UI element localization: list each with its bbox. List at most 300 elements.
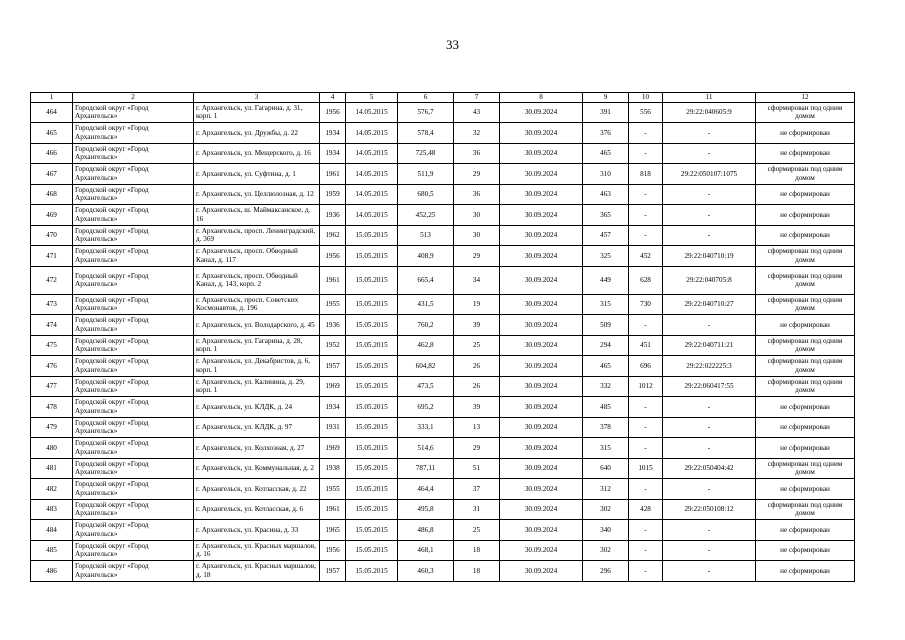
column-8-cell: 30.09.2024 [500, 164, 583, 185]
date-cell: 15.05.2015 [346, 315, 398, 336]
column-8-cell: 30.09.2024 [500, 246, 583, 267]
owner-cell: Городской округ «Город Архангельск» [73, 356, 194, 377]
row-number-cell: 473 [31, 294, 73, 315]
area-cell: 787,11 [398, 458, 454, 479]
year-built-cell: 1938 [320, 458, 346, 479]
column-8-cell: 30.09.2024 [500, 540, 583, 561]
column-8-cell: 30.09.2024 [500, 561, 583, 582]
area-cell: 511,9 [398, 164, 454, 185]
owner-cell: Городской округ «Город Архангельск» [73, 225, 194, 246]
housing-registry-table [30, 92, 855, 582]
column-number-row [31, 93, 855, 103]
column-7-cell: 26 [454, 356, 500, 377]
date-cell: 15.05.2015 [346, 335, 398, 356]
address-cell: г. Архангельск, ул. КЛДК, д. 97 [194, 417, 320, 438]
land-status-cell: сформирован под одним домом [756, 335, 855, 356]
owner-cell: Городской округ «Город Архангельск» [73, 458, 194, 479]
year-built-cell: 1959 [320, 184, 346, 205]
area-cell: 460,3 [398, 561, 454, 582]
area-cell: 452,25 [398, 205, 454, 226]
address-cell: г. Архангельск, просп. Ленинградский, д. 369 [194, 225, 320, 246]
table-row [31, 184, 855, 205]
land-status-cell: сформирован под одним домом [756, 102, 855, 123]
date-cell: 14.05.2015 [346, 205, 398, 226]
area-cell: 495,8 [398, 499, 454, 520]
row-number-cell: 484 [31, 520, 73, 541]
owner-cell: Городской округ «Город Архангельск» [73, 143, 194, 164]
owner-cell: Городской округ «Город Архангельск» [73, 376, 194, 397]
owner-cell: Городской округ «Город Архангельск» [73, 397, 194, 418]
address-cell: г. Архангельск, просп. Советских Космонавтов, д. 196 [194, 294, 320, 315]
column-9-cell: 465 [583, 143, 629, 164]
area-cell: 760,2 [398, 315, 454, 336]
column-number: 2 [73, 93, 194, 103]
column-9-cell: 463 [583, 184, 629, 205]
land-status-cell: не сформирован [756, 561, 855, 582]
area-cell: 468,1 [398, 540, 454, 561]
cadastral-number-cell: 29:22:040711:21 [663, 335, 756, 356]
row-number-cell: 470 [31, 225, 73, 246]
column-8-cell: 30.09.2024 [500, 356, 583, 377]
area-cell: 725,48 [398, 143, 454, 164]
column-7-cell: 18 [454, 540, 500, 561]
year-built-cell: 1955 [320, 294, 346, 315]
cadastral-number-cell: 29:22:060417:55 [663, 376, 756, 397]
owner-cell: Городской округ «Город Архангельск» [73, 294, 194, 315]
column-7-cell: 39 [454, 397, 500, 418]
column-7-cell: 29 [454, 246, 500, 267]
table-row [31, 356, 855, 377]
address-cell: г. Архангельск, ул. Суфтина, д. 1 [194, 164, 320, 185]
column-8-cell: 30.09.2024 [500, 479, 583, 500]
column-7-cell: 29 [454, 164, 500, 185]
column-9-cell: 457 [583, 225, 629, 246]
table-row [31, 561, 855, 582]
date-cell: 15.05.2015 [346, 376, 398, 397]
address-cell: г. Архангельск, ул. Володарского, д. 45 [194, 315, 320, 336]
date-cell: 15.05.2015 [346, 225, 398, 246]
year-built-cell: 1952 [320, 335, 346, 356]
year-built-cell: 1961 [320, 499, 346, 520]
row-number-cell: 468 [31, 184, 73, 205]
year-built-cell: 1936 [320, 205, 346, 226]
land-status-cell: не сформирован [756, 397, 855, 418]
area-cell: 578,4 [398, 123, 454, 144]
column-number: 6 [398, 93, 454, 103]
owner-cell: Городской округ «Город Архангельск» [73, 438, 194, 459]
table-row [31, 143, 855, 164]
cadastral-number-cell: - [663, 184, 756, 205]
column-8-cell: 30.09.2024 [500, 315, 583, 336]
year-built-cell: 1956 [320, 540, 346, 561]
column-8-cell: 30.09.2024 [500, 397, 583, 418]
cadastral-number-cell: - [663, 205, 756, 226]
column-10-cell: - [629, 417, 663, 438]
area-cell: 408,9 [398, 246, 454, 267]
address-cell: г. Архангельск, ул. Красина, д. 33 [194, 520, 320, 541]
cadastral-number-cell: 29:22:040605:9 [663, 102, 756, 123]
row-number-cell: 479 [31, 417, 73, 438]
column-10-cell: - [629, 205, 663, 226]
land-status-cell: не сформирован [756, 479, 855, 500]
date-cell: 15.05.2015 [346, 499, 398, 520]
cadastral-number-cell: 29:22:050107:1075 [663, 164, 756, 185]
owner-cell: Городской округ «Город Архангельск» [73, 540, 194, 561]
area-cell: 514,6 [398, 438, 454, 459]
cadastral-number-cell: - [663, 540, 756, 561]
area-cell: 576,7 [398, 102, 454, 123]
date-cell: 15.05.2015 [346, 458, 398, 479]
column-8-cell: 30.09.2024 [500, 102, 583, 123]
area-cell: 473,5 [398, 376, 454, 397]
column-10-cell: 818 [629, 164, 663, 185]
cadastral-number-cell: 29:22:040710:27 [663, 294, 756, 315]
owner-cell: Городской округ «Город Архангельск» [73, 417, 194, 438]
date-cell: 14.05.2015 [346, 143, 398, 164]
column-9-cell: 376 [583, 123, 629, 144]
area-cell: 333,1 [398, 417, 454, 438]
cadastral-number-cell: 29:22:040705:8 [663, 266, 756, 294]
column-8-cell: 30.09.2024 [500, 335, 583, 356]
area-cell: 680,5 [398, 184, 454, 205]
year-built-cell: 1936 [320, 315, 346, 336]
table-row [31, 540, 855, 561]
column-10-cell: - [629, 479, 663, 500]
date-cell: 14.05.2015 [346, 123, 398, 144]
table-row [31, 417, 855, 438]
row-number-cell: 486 [31, 561, 73, 582]
column-10-cell: - [629, 561, 663, 582]
column-10-cell: - [629, 540, 663, 561]
column-9-cell: 315 [583, 294, 629, 315]
date-cell: 15.05.2015 [346, 417, 398, 438]
column-8-cell: 30.09.2024 [500, 205, 583, 226]
area-cell: 665,4 [398, 266, 454, 294]
cadastral-number-cell: - [663, 397, 756, 418]
column-8-cell: 30.09.2024 [500, 520, 583, 541]
owner-cell: Городской округ «Город Архангельск» [73, 499, 194, 520]
year-built-cell: 1955 [320, 479, 346, 500]
table-row [31, 164, 855, 185]
column-8-cell: 30.09.2024 [500, 184, 583, 205]
row-number-cell: 483 [31, 499, 73, 520]
address-cell: г. Архангельск, ул. Коммунальная, д. 2 [194, 458, 320, 479]
land-status-cell: не сформирован [756, 315, 855, 336]
address-cell: г. Архангельск, ш. Маймаксанское, д. 16 [194, 205, 320, 226]
column-7-cell: 31 [454, 499, 500, 520]
column-10-cell: 1012 [629, 376, 663, 397]
cadastral-number-cell: 29:22:040710:19 [663, 246, 756, 267]
column-8-cell: 30.09.2024 [500, 376, 583, 397]
column-10-cell: 428 [629, 499, 663, 520]
year-built-cell: 1956 [320, 246, 346, 267]
column-number: 11 [663, 93, 756, 103]
table-row [31, 266, 855, 294]
date-cell: 15.05.2015 [346, 438, 398, 459]
address-cell: г. Архангельск, ул. Гагарина, д. 28, корп. 1 [194, 335, 320, 356]
owner-cell: Городской округ «Город Архангельск» [73, 246, 194, 267]
column-9-cell: 465 [583, 356, 629, 377]
land-status-cell: не сформирован [756, 417, 855, 438]
year-built-cell: 1957 [320, 356, 346, 377]
date-cell: 14.05.2015 [346, 184, 398, 205]
column-number: 7 [454, 93, 500, 103]
column-10-cell: 696 [629, 356, 663, 377]
column-9-cell: 365 [583, 205, 629, 226]
column-9-cell: 312 [583, 479, 629, 500]
column-10-cell: 451 [629, 335, 663, 356]
address-cell: г. Архангельск, ул. Дружбы, д. 22 [194, 123, 320, 144]
column-10-cell: 1015 [629, 458, 663, 479]
column-9-cell: 332 [583, 376, 629, 397]
cadastral-number-cell: - [663, 225, 756, 246]
column-9-cell: 294 [583, 335, 629, 356]
area-cell: 431,5 [398, 294, 454, 315]
column-9-cell: 449 [583, 266, 629, 294]
column-10-cell: - [629, 315, 663, 336]
column-7-cell: 29 [454, 438, 500, 459]
column-9-cell: 340 [583, 520, 629, 541]
owner-cell: Городской округ «Город Архангельск» [73, 561, 194, 582]
column-7-cell: 18 [454, 561, 500, 582]
column-number: 9 [583, 93, 629, 103]
year-built-cell: 1956 [320, 102, 346, 123]
column-9-cell: 509 [583, 315, 629, 336]
land-status-cell: не сформирован [756, 205, 855, 226]
year-built-cell: 1957 [320, 561, 346, 582]
column-10-cell: 556 [629, 102, 663, 123]
year-built-cell: 1969 [320, 376, 346, 397]
area-cell: 486,8 [398, 520, 454, 541]
owner-cell: Городской округ «Город Архангельск» [73, 479, 194, 500]
year-built-cell: 1965 [320, 520, 346, 541]
land-status-cell: сформирован под одним домом [756, 458, 855, 479]
column-8-cell: 30.09.2024 [500, 417, 583, 438]
table-row [31, 520, 855, 541]
area-cell: 695,2 [398, 397, 454, 418]
cadastral-number-cell: - [663, 438, 756, 459]
table-row [31, 499, 855, 520]
address-cell: г. Архангельск, ул. Красных маршалов, д. 18 [194, 561, 320, 582]
table-row [31, 438, 855, 459]
row-number-cell: 465 [31, 123, 73, 144]
column-8-cell: 30.09.2024 [500, 499, 583, 520]
row-number-cell: 478 [31, 397, 73, 418]
table-row [31, 315, 855, 336]
year-built-cell: 1961 [320, 164, 346, 185]
date-cell: 15.05.2015 [346, 266, 398, 294]
column-9-cell: 391 [583, 102, 629, 123]
column-7-cell: 32 [454, 123, 500, 144]
area-cell: 604,82 [398, 356, 454, 377]
column-10-cell: - [629, 397, 663, 418]
table-row [31, 335, 855, 356]
owner-cell: Городской округ «Город Архангельск» [73, 315, 194, 336]
cadastral-number-cell: - [663, 520, 756, 541]
date-cell: 15.05.2015 [346, 520, 398, 541]
column-7-cell: 37 [454, 479, 500, 500]
land-status-cell: не сформирован [756, 123, 855, 144]
area-cell: 513 [398, 225, 454, 246]
column-9-cell: 296 [583, 561, 629, 582]
area-cell: 462,8 [398, 335, 454, 356]
land-status-cell: не сформирован [756, 143, 855, 164]
column-10-cell: 628 [629, 266, 663, 294]
address-cell: г. Архангельск, ул. Целлюлозная, д. 12 [194, 184, 320, 205]
year-built-cell: 1969 [320, 438, 346, 459]
column-7-cell: 36 [454, 184, 500, 205]
column-9-cell: 302 [583, 499, 629, 520]
land-status-cell: сформирован под одним домом [756, 246, 855, 267]
row-number-cell: 469 [31, 205, 73, 226]
address-cell: г. Архангельск, ул. Котласская, д. 22 [194, 479, 320, 500]
address-cell: г. Архангельск, ул. Красных маршалов, д. 16 [194, 540, 320, 561]
column-9-cell: 485 [583, 397, 629, 418]
date-cell: 14.05.2015 [346, 102, 398, 123]
column-7-cell: 19 [454, 294, 500, 315]
row-number-cell: 467 [31, 164, 73, 185]
cadastral-number-cell: 29:22:022225:3 [663, 356, 756, 377]
row-number-cell: 485 [31, 540, 73, 561]
row-number-cell: 477 [31, 376, 73, 397]
cadastral-number-cell: 29:22:050108:12 [663, 499, 756, 520]
table-row [31, 397, 855, 418]
column-10-cell: 730 [629, 294, 663, 315]
column-10-cell: - [629, 520, 663, 541]
owner-cell: Городской округ «Город Архангельск» [73, 266, 194, 294]
column-9-cell: 302 [583, 540, 629, 561]
column-7-cell: 13 [454, 417, 500, 438]
address-cell: г. Архангельск, просп. Обводный Канал, д. 143, корп. 2 [194, 266, 320, 294]
row-number-cell: 475 [31, 335, 73, 356]
table-row [31, 246, 855, 267]
column-7-cell: 25 [454, 520, 500, 541]
owner-cell: Городской округ «Город Архангельск» [73, 184, 194, 205]
column-8-cell: 30.09.2024 [500, 458, 583, 479]
column-9-cell: 315 [583, 438, 629, 459]
column-7-cell: 30 [454, 225, 500, 246]
owner-cell: Городской округ «Город Архангельск» [73, 123, 194, 144]
land-status-cell: не сформирован [756, 184, 855, 205]
column-10-cell: - [629, 184, 663, 205]
table-row [31, 123, 855, 144]
row-number-cell: 464 [31, 102, 73, 123]
address-cell: г. Архангельск, ул. Мещерского, д. 16 [194, 143, 320, 164]
date-cell: 15.05.2015 [346, 356, 398, 377]
row-number-cell: 482 [31, 479, 73, 500]
cadastral-number-cell: - [663, 417, 756, 438]
row-number-cell: 480 [31, 438, 73, 459]
year-built-cell: 1931 [320, 417, 346, 438]
date-cell: 15.05.2015 [346, 561, 398, 582]
column-number: 8 [500, 93, 583, 103]
owner-cell: Городской округ «Город Архангельск» [73, 102, 194, 123]
table-row [31, 225, 855, 246]
column-number: 10 [629, 93, 663, 103]
column-8-cell: 30.09.2024 [500, 225, 583, 246]
column-8-cell: 30.09.2024 [500, 266, 583, 294]
date-cell: 14.05.2015 [346, 164, 398, 185]
column-9-cell: 378 [583, 417, 629, 438]
year-built-cell: 1934 [320, 123, 346, 144]
cadastral-number-cell: - [663, 123, 756, 144]
column-10-cell: - [629, 143, 663, 164]
column-7-cell: 39 [454, 315, 500, 336]
cadastral-number-cell: - [663, 479, 756, 500]
land-status-cell: сформирован под одним домом [756, 164, 855, 185]
column-9-cell: 640 [583, 458, 629, 479]
address-cell: г. Архангельск, ул. Гагарина, д. 31, корп. 1 [194, 102, 320, 123]
land-status-cell: не сформирован [756, 225, 855, 246]
land-status-cell: сформирован под одним домом [756, 376, 855, 397]
cadastral-number-cell: - [663, 561, 756, 582]
column-8-cell: 30.09.2024 [500, 438, 583, 459]
column-8-cell: 30.09.2024 [500, 143, 583, 164]
column-10-cell: - [629, 225, 663, 246]
page-number: 33 [446, 37, 459, 52]
address-cell: г. Архангельск, ул. Колхозная, д. 27 [194, 438, 320, 459]
owner-cell: Городской округ «Город Архангельск» [73, 164, 194, 185]
date-cell: 15.05.2015 [346, 479, 398, 500]
column-10-cell: - [629, 438, 663, 459]
table-body [31, 93, 855, 582]
row-number-cell: 476 [31, 356, 73, 377]
column-7-cell: 26 [454, 376, 500, 397]
row-number-cell: 471 [31, 246, 73, 267]
year-built-cell: 1934 [320, 397, 346, 418]
date-cell: 15.05.2015 [346, 294, 398, 315]
column-7-cell: 51 [454, 458, 500, 479]
land-status-cell: сформирован под одним домом [756, 499, 855, 520]
address-cell: г. Архангельск, ул. Калинина, д. 29, корп. 1 [194, 376, 320, 397]
area-cell: 464,4 [398, 479, 454, 500]
table-row [31, 479, 855, 500]
cadastral-number-cell: - [663, 143, 756, 164]
land-status-cell: не сформирован [756, 520, 855, 541]
column-number: 4 [320, 93, 346, 103]
column-7-cell: 34 [454, 266, 500, 294]
column-7-cell: 36 [454, 143, 500, 164]
column-number: 12 [756, 93, 855, 103]
table-row [31, 205, 855, 226]
column-8-cell: 30.09.2024 [500, 123, 583, 144]
row-number-cell: 472 [31, 266, 73, 294]
column-7-cell: 25 [454, 335, 500, 356]
land-status-cell: не сформирован [756, 540, 855, 561]
column-8-cell: 30.09.2024 [500, 294, 583, 315]
table-row [31, 294, 855, 315]
column-10-cell: 452 [629, 246, 663, 267]
owner-cell: Городской округ «Город Архангельск» [73, 335, 194, 356]
land-status-cell: сформирован под одним домом [756, 266, 855, 294]
row-number-cell: 474 [31, 315, 73, 336]
date-cell: 15.05.2015 [346, 540, 398, 561]
address-cell: г. Архангельск, ул. Декабристов, д. 6, корп. 1 [194, 356, 320, 377]
land-status-cell: сформирован под одним домом [756, 356, 855, 377]
date-cell: 15.05.2015 [346, 246, 398, 267]
column-7-cell: 30 [454, 205, 500, 226]
address-cell: г. Архангельск, ул. Котласская, д. 6 [194, 499, 320, 520]
column-number: 5 [346, 93, 398, 103]
owner-cell: Городской округ «Город Архангельск» [73, 205, 194, 226]
land-status-cell: не сформирован [756, 438, 855, 459]
column-9-cell: 310 [583, 164, 629, 185]
table-row [31, 102, 855, 123]
column-number: 1 [31, 93, 73, 103]
address-cell: г. Архангельск, ул. КЛДК, д. 24 [194, 397, 320, 418]
column-7-cell: 43 [454, 102, 500, 123]
table-row [31, 376, 855, 397]
